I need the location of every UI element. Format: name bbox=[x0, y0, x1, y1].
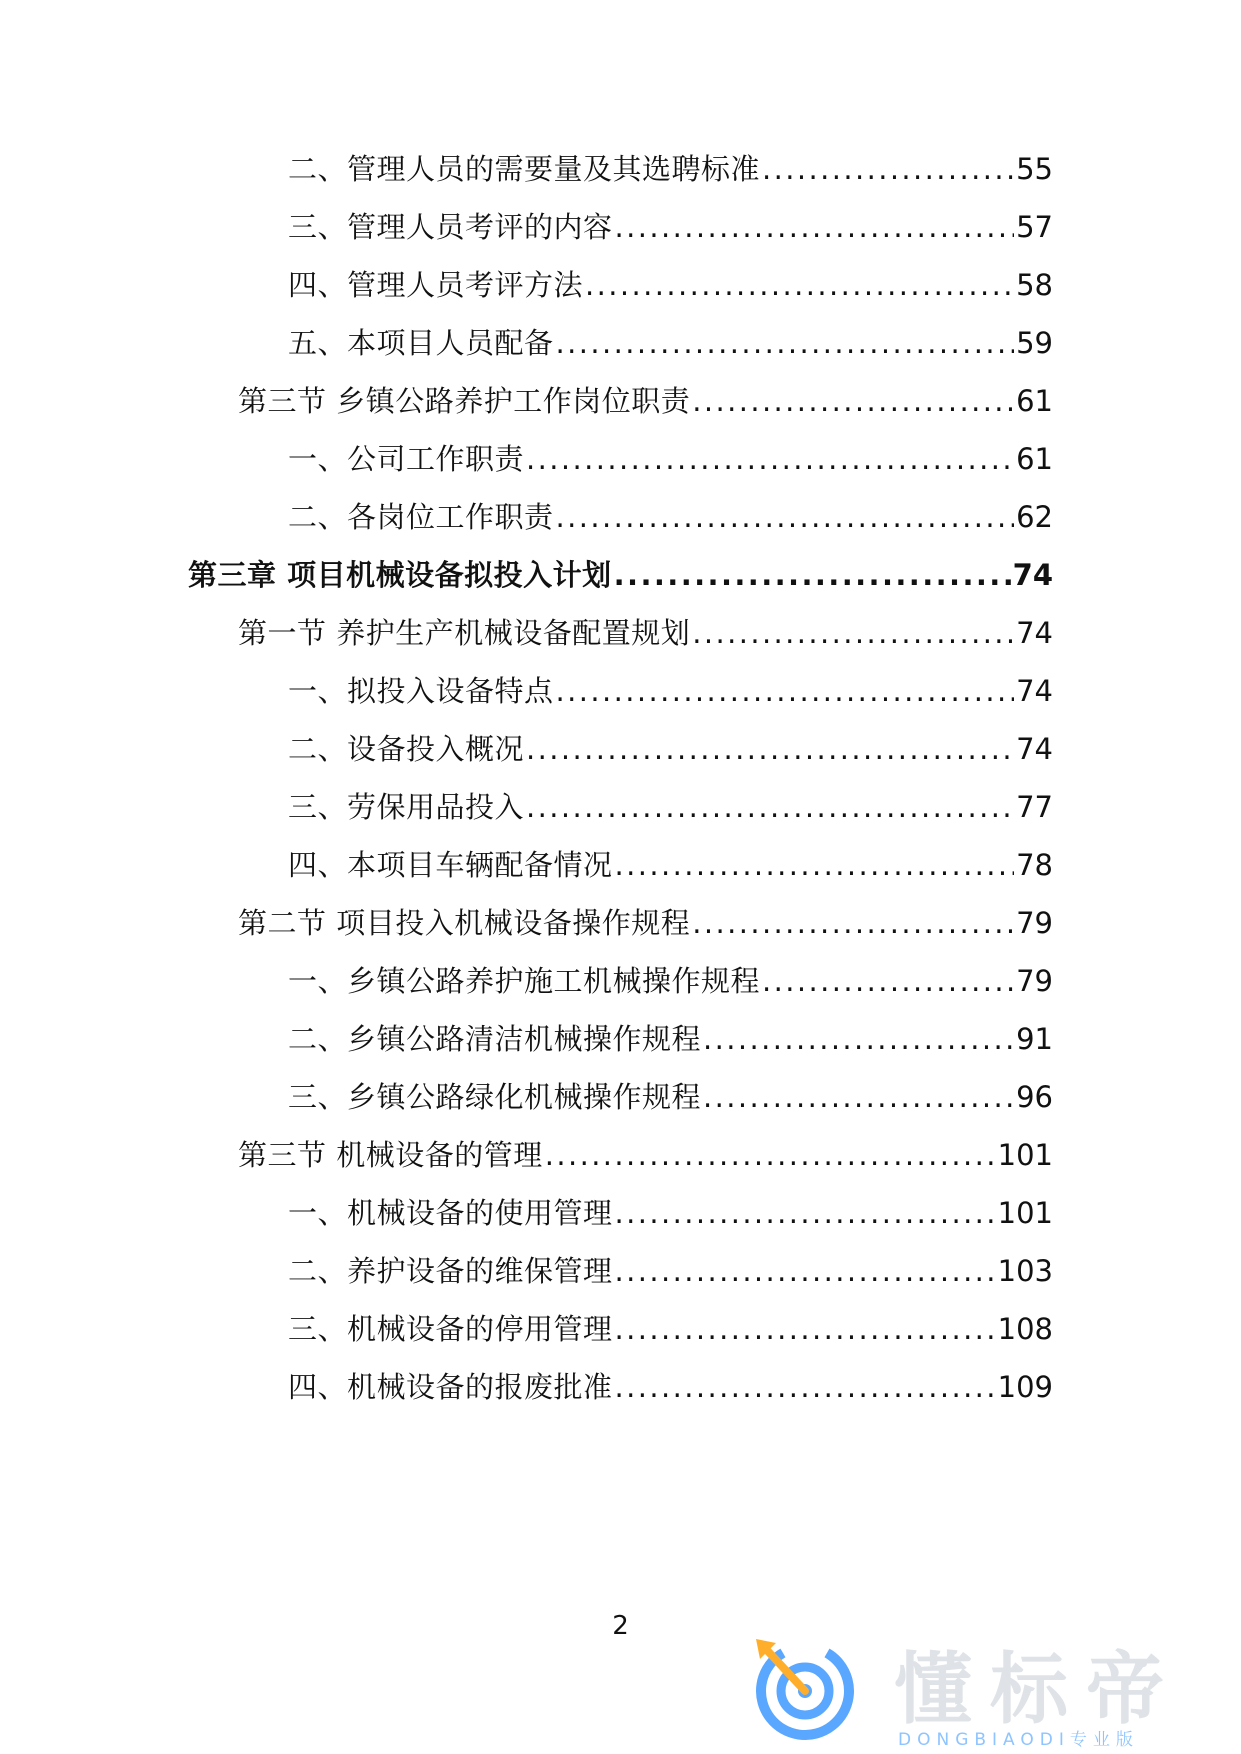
toc-dot-leader bbox=[585, 263, 1014, 307]
toc-dot-leader bbox=[762, 147, 1014, 191]
watermark-subtitle: DONGBIAODI专业版 bbox=[898, 1730, 1139, 1750]
toc-entry-label: 第三章 项目机械设备拟投入计划 bbox=[188, 558, 612, 592]
toc-dot-leader bbox=[762, 959, 1014, 1003]
toc-entry[interactable] bbox=[288, 727, 1053, 771]
toc-dot-leader bbox=[615, 1307, 996, 1351]
toc-entry-chapter[interactable] bbox=[188, 553, 1053, 597]
toc-entry-page: 79 bbox=[1016, 906, 1053, 940]
toc-dot-leader bbox=[615, 1191, 996, 1235]
toc-dot-leader bbox=[692, 611, 1014, 655]
toc-entry-section[interactable] bbox=[238, 901, 1053, 945]
toc-entry[interactable] bbox=[288, 1365, 1053, 1409]
toc-dot-leader bbox=[615, 843, 1015, 887]
toc-entry-page: 103 bbox=[997, 1254, 1053, 1288]
toc-entry[interactable] bbox=[288, 785, 1053, 829]
toc-dot-leader bbox=[545, 1133, 996, 1177]
toc-entry[interactable] bbox=[288, 321, 1053, 365]
toc-entry-label: 二、养护设备的维保管理 bbox=[288, 1254, 613, 1288]
toc-entry-page: 58 bbox=[1016, 268, 1053, 302]
toc-entry-page: 57 bbox=[1016, 210, 1053, 244]
toc-entry-label: 四、机械设备的报废批准 bbox=[288, 1370, 613, 1404]
toc-entry-page: 61 bbox=[1016, 442, 1053, 476]
toc-entry[interactable] bbox=[288, 1249, 1053, 1293]
toc-entry-label: 第三节 机械设备的管理 bbox=[238, 1138, 543, 1172]
toc-entry-label: 第二节 项目投入机械设备操作规程 bbox=[238, 906, 691, 940]
toc-entry-label: 二、乡镇公路清洁机械操作规程 bbox=[288, 1022, 702, 1056]
toc-entry-label: 第一节 养护生产机械设备配置规划 bbox=[238, 616, 691, 650]
toc-dot-leader bbox=[692, 379, 1014, 423]
toc-entry-label: 二、各岗位工作职责 bbox=[288, 500, 554, 534]
toc-entry-page: 101 bbox=[997, 1196, 1053, 1230]
toc-dot-leader bbox=[703, 1017, 1014, 1061]
toc-entry-label: 三、机械设备的停用管理 bbox=[288, 1312, 613, 1346]
toc-entry[interactable] bbox=[288, 1191, 1053, 1235]
toc-dot-leader bbox=[556, 495, 1015, 539]
toc-dot-leader bbox=[703, 1075, 1014, 1119]
toc-entry-page: 74 bbox=[1016, 616, 1053, 650]
toc-dot-leader bbox=[615, 1249, 996, 1293]
toc-dot-leader bbox=[692, 901, 1014, 945]
toc-dot-leader bbox=[526, 785, 1014, 829]
toc-entry-label: 二、设备投入概况 bbox=[288, 732, 525, 766]
toc-entry-page: 77 bbox=[1016, 790, 1053, 824]
toc-entry-page: 91 bbox=[1016, 1022, 1053, 1056]
toc-entry-page: 62 bbox=[1016, 500, 1053, 534]
toc-entry-label: 三、乡镇公路绿化机械操作规程 bbox=[288, 1080, 702, 1114]
toc-entry-page: 78 bbox=[1016, 848, 1053, 882]
toc-entry-label: 三、管理人员考评的内容 bbox=[288, 210, 613, 244]
toc-entry-label: 第三节 乡镇公路养护工作岗位职责 bbox=[238, 384, 691, 418]
toc-dot-leader bbox=[526, 437, 1014, 481]
toc-entry[interactable] bbox=[288, 1017, 1053, 1061]
toc-entry-page: 55 bbox=[1016, 152, 1053, 186]
toc-entry[interactable] bbox=[288, 1307, 1053, 1351]
toc-entry[interactable] bbox=[288, 437, 1053, 481]
toc-entry-page: 59 bbox=[1016, 326, 1053, 360]
toc-entry[interactable] bbox=[288, 843, 1053, 887]
toc-entry-section[interactable] bbox=[238, 1133, 1053, 1177]
toc-entry-page: 101 bbox=[997, 1138, 1053, 1172]
toc-entry-page: 96 bbox=[1016, 1080, 1053, 1114]
toc-entry-page: 79 bbox=[1016, 964, 1053, 998]
toc-entry-page: 74 bbox=[1016, 732, 1053, 766]
toc-entry-page: 108 bbox=[997, 1312, 1053, 1346]
toc-entry[interactable] bbox=[288, 263, 1053, 307]
toc-entry-label: 一、公司工作职责 bbox=[288, 442, 525, 476]
toc-dot-leader bbox=[556, 669, 1015, 713]
toc-entry[interactable] bbox=[288, 1075, 1053, 1119]
toc-entry[interactable] bbox=[288, 669, 1053, 713]
toc-entry[interactable] bbox=[288, 205, 1053, 249]
toc-dot-leader bbox=[614, 553, 1011, 597]
toc-entry-label: 二、管理人员的需要量及其选聘标准 bbox=[288, 152, 761, 186]
toc-entry-page: 109 bbox=[997, 1370, 1053, 1404]
toc-dot-leader bbox=[556, 321, 1015, 365]
toc-entry-section[interactable] bbox=[238, 611, 1053, 655]
toc-entry-label: 一、拟投入设备特点 bbox=[288, 674, 554, 708]
toc-entry-label: 五、本项目人员配备 bbox=[288, 326, 554, 360]
toc-entry-label: 一、乡镇公路养护施工机械操作规程 bbox=[288, 964, 761, 998]
toc-entry-label: 四、管理人员考评方法 bbox=[288, 268, 584, 302]
toc-dot-leader bbox=[615, 1365, 996, 1409]
toc-entry[interactable] bbox=[288, 147, 1053, 191]
target-arrow-icon bbox=[750, 1633, 860, 1743]
toc-entry-label: 一、机械设备的使用管理 bbox=[288, 1196, 613, 1230]
toc-dot-leader bbox=[526, 727, 1014, 771]
toc-entry-page: 74 bbox=[1012, 558, 1053, 592]
toc-dot-leader bbox=[615, 205, 1015, 249]
toc-entry-label: 四、本项目车辆配备情况 bbox=[288, 848, 613, 882]
watermark-logo bbox=[742, 1625, 1222, 1750]
toc-entry-label: 三、劳保用品投入 bbox=[288, 790, 525, 824]
toc-entry-page: 61 bbox=[1016, 384, 1053, 418]
toc-entry[interactable] bbox=[288, 495, 1053, 539]
toc-entry-section[interactable] bbox=[238, 379, 1053, 423]
page-number: 2 bbox=[612, 1611, 629, 1641]
watermark-title: 懂标帝 bbox=[894, 1645, 1183, 1735]
toc-entry-page: 74 bbox=[1016, 674, 1053, 708]
toc-entry[interactable] bbox=[288, 959, 1053, 1003]
